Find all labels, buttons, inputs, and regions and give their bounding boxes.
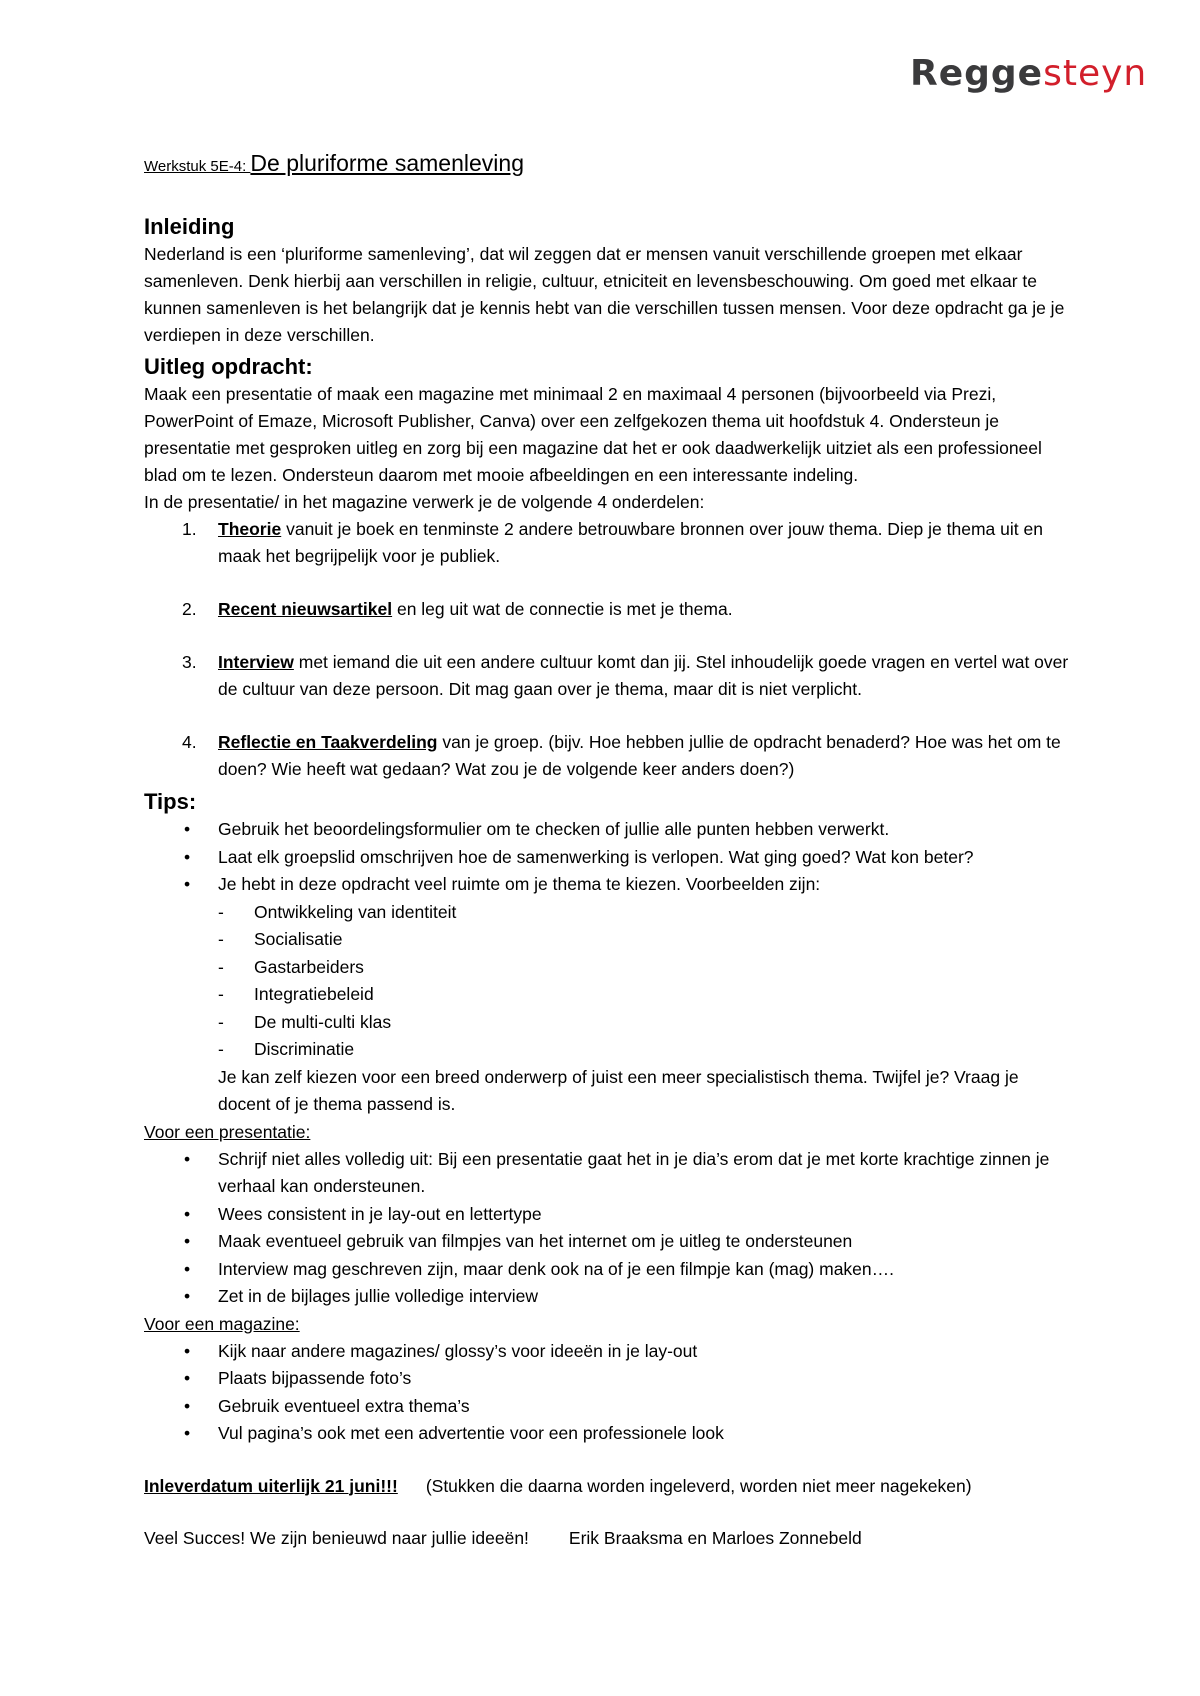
reggesteyn-logo: [910, 52, 1148, 96]
theme-example: - Gastarbeiders: [218, 956, 364, 977]
deadline-line: [144, 1473, 1074, 1500]
magazine-tip: • Plaats bijpassende foto’s: [184, 1368, 412, 1388]
task-item: 4. Reflectie en Taakverdeling van je groep. (bijv. Hoe hebben jullie de opdracht benaderd? Hoe was het om te doen? Wie heeft wat gedaan? Wat zou je de volgende keer anders doen?): [182, 732, 1061, 779]
presentation-tip: • Maak eventueel gebruik van filmpjes van het internet om je uitleg te ondersteunen: [184, 1231, 853, 1251]
assignment-heading: Uitleg opdracht:: [144, 354, 313, 379]
presentation-tip: • Interview mag geschreven zijn, maar denk ook na of je een filmpje kan (mag) maken….: [184, 1258, 895, 1279]
task-list: [144, 516, 1074, 783]
theme-example: - Ontwikkeling van identiteit: [218, 901, 457, 922]
deadline-note: (Stukken die daarna worden ingeleverd, worden niet meer nagekeken): [425, 1475, 972, 1496]
deadline-label: Inleverdatum uiterlijk 21 juni!!!: [144, 1475, 398, 1496]
tip-item: • Je hebt in deze opdracht veel ruimte om je thema te kiezen. Voorbeelden zijn:: [184, 874, 821, 894]
task-label: Recent nieuwsartikel: [218, 599, 393, 619]
task-item: 2. Recent nieuwsartikel en leg uit wat de connectie is met je thema.: [182, 599, 733, 619]
closing-line: [144, 1525, 1074, 1552]
magazine-tips-list: [144, 1338, 1074, 1448]
magazine-tip: • Vul pagina’s ook met een advertentie voor een professionele look: [184, 1423, 724, 1443]
title-main: De pluriforme samenleving: [250, 150, 524, 176]
theme-examples-list: [144, 899, 1074, 1064]
theme-example: - De multi-culti klas: [218, 1011, 392, 1032]
assignment-text: Maak een presentatie of maak een magazine met minimaal 2 en maximaal 4 personen (bijvoorbeeld via Prezi, PowerPoint of Emaze, Microsoft Publisher, Canva) over een zelfgekozen thema uit hoofdstuk 4. Ondersteun je presentatie met gesproken uitleg en zorg bij een magazine dat het er ook daadwerkelijk uitziet als een professioneel blad om te lezen. Ondersteun daarom met mooie afbeeldingen en een interessante indeling.: [144, 384, 1042, 485]
document-body: [144, 150, 1074, 1552]
presentation-tips-list: [144, 1146, 1074, 1311]
logo-part-2: steyn: [1043, 53, 1148, 94]
presentation-tip: • Zet in de bijlages jullie volledige interview: [184, 1286, 539, 1306]
intro-heading: Inleiding: [144, 214, 235, 239]
authors: Erik Braaksma en Marloes Zonnebeld: [568, 1527, 862, 1548]
title-prefix: Werkstuk 5E-4:: [144, 158, 251, 175]
intro-text: Nederland is een ‘pluriforme samenleving’, dat wil zeggen dat er mensen vanuit verschillende groepen met elkaar samenleven. Denk hierbij aan verschillen in religie, cultuur, etniciteit en levensbeschouwing. Om goed met elkaar te kunnen samenleven is het belangrijk dat je kennis hebt van die verschillen tussen mensen. Voor deze opdracht ga je je verdiepen in deze verschillen.: [144, 244, 1065, 345]
magazine-tip: • Kijk naar andere magazines/ glossy’s voor ideeën in je lay-out: [184, 1340, 698, 1361]
presentation-tip: • Wees consistent in je lay-out en lettertype: [184, 1203, 542, 1224]
assignment-lead: In de presentatie/ in het magazine verwerk je de volgende 4 onderdelen:: [144, 492, 705, 512]
presentation-heading: Voor een presentatie:: [144, 1121, 311, 1142]
task-label: Reflectie en Taakverdeling: [218, 732, 438, 752]
magazine-tip: • Gebruik eventueel extra thema’s: [184, 1395, 470, 1416]
task-item: 1. Theorie vanuit je boek en tenminste 2 andere betrouwbare bronnen over jouw thema. Diep je thema uit en maak het begrijpelijk voor je publiek.: [182, 519, 1043, 566]
tip-item: • Gebruik het beoordelingsformulier om te checken of jullie alle punten hebben verwerkt.: [184, 819, 890, 839]
document-title: [144, 150, 1074, 180]
tips-heading: Tips:: [144, 789, 197, 814]
task-label: Theorie: [218, 519, 282, 539]
closing-text: Veel Succes! We zijn benieuwd naar jullie ideeën!: [144, 1527, 529, 1548]
task-label: Interview: [218, 652, 294, 672]
theme-example: - Integratiebeleid: [218, 984, 374, 1004]
theme-example: - Socialisatie: [218, 929, 343, 949]
tip-item: • Laat elk groepslid omschrijven hoe de samenwerking is verlopen. Wat ging goed? Wat kon beter?: [184, 846, 974, 867]
tips-list: [144, 816, 1074, 899]
theme-example: - Discriminatie: [218, 1039, 355, 1059]
logo-part-1: Regge: [910, 53, 1044, 94]
task-item: 3. Interview met iemand die uit een andere cultuur komt dan jij. Stel inhoudelijk goede vragen en vertel wat over de cultuur van deze persoon. Dit mag gaan over je thema, maar dit is niet verplicht.: [182, 652, 1069, 699]
magazine-heading: Voor een magazine:: [144, 1313, 300, 1334]
theme-advice: Je kan zelf kiezen voor een breed onderwerp of juist een meer specialistisch thema. Twijfel je? Vraag je docent of je thema passend is.: [218, 1066, 1019, 1114]
presentation-tip: • Schrijf niet alles volledig uit: Bij een presentatie gaat het in je dia’s erom dat je met korte krachtige zinnen je verhaal kan ondersteunen.: [184, 1148, 1050, 1196]
